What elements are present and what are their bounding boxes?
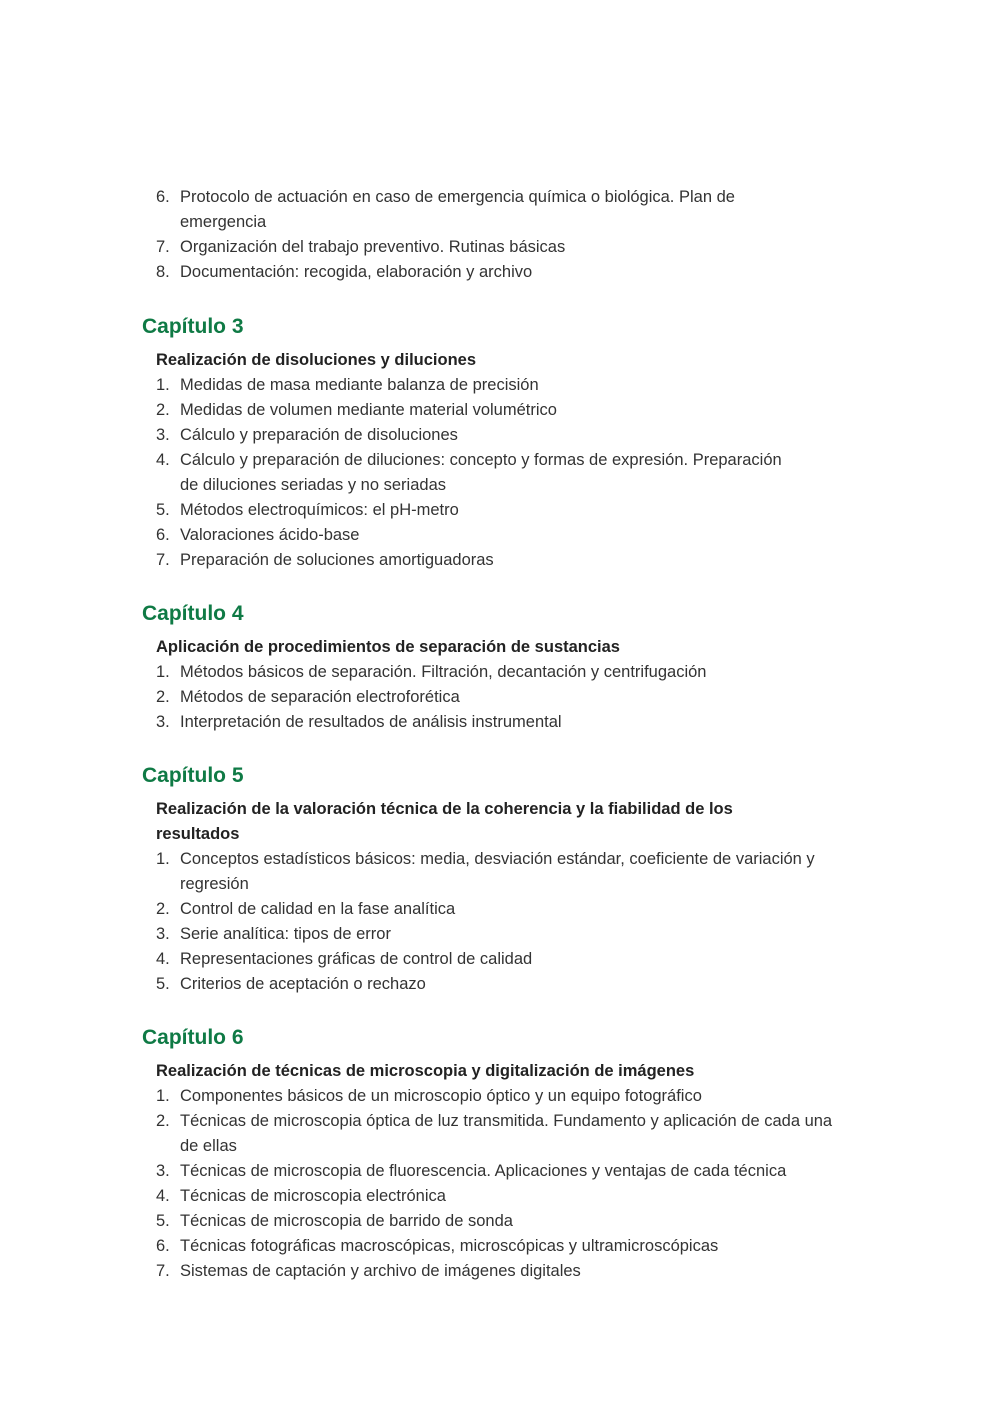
chapter-subtitle: Realización de técnicas de microscopia y digitalización de imágenes: [156, 1062, 695, 1080]
chapter-subtitle: Realización de disoluciones y diluciones: [156, 351, 477, 369]
list-item: [142, 922, 842, 947]
item-text: Técnicas de microscopia de barrido de sonda: [180, 1212, 513, 1230]
item-text: Cálculo y preparación de diluciones: concepto y formas de expresión. Preparación de diluciones seriadas y no seriadas: [180, 451, 782, 494]
list-item: [142, 1159, 840, 1184]
item-text: Interpretación de resultados de análisis instrumental: [180, 713, 562, 731]
item-text: Conceptos estadísticos básicos: media, desviación estándar, coeficiente de variación y regresión: [180, 850, 815, 893]
list-item: [142, 523, 842, 548]
list-item: [142, 710, 842, 735]
item-list: [142, 847, 842, 997]
item-text: Valoraciones ácido-base: [180, 526, 360, 544]
item-text: Métodos básicos de separación. Filtración, decantación y centrifugación: [180, 663, 707, 681]
chapter-3: [142, 314, 842, 573]
chapter-5: [142, 763, 842, 997]
item-number: 6.: [156, 188, 170, 206]
chapter-title: Capítulo 3: [142, 315, 244, 338]
item-number: 6.: [156, 526, 170, 544]
item-number: 1.: [156, 663, 170, 681]
item-text: Control de calidad en la fase analítica: [180, 900, 456, 918]
item-number: 5.: [156, 501, 170, 519]
item-text: Organización del trabajo preventivo. Rutinas básicas: [180, 238, 566, 256]
chapter-6: [142, 1025, 842, 1284]
item-number: 4.: [156, 451, 170, 469]
list-item: [142, 1234, 842, 1259]
list-item: [142, 947, 842, 972]
item-number: 1.: [156, 376, 170, 394]
list-item: [142, 448, 790, 498]
list-item: [142, 423, 842, 448]
item-number: 4.: [156, 950, 170, 968]
list-item: [142, 897, 842, 922]
list-item: [142, 185, 770, 235]
item-number: 4.: [156, 1187, 170, 1205]
chapter-title: Capítulo 6: [142, 1026, 244, 1049]
item-text: Técnicas de microscopia de fluorescencia. Aplicaciones y ventajas de cada técnica: [180, 1162, 787, 1180]
list-item: [142, 235, 842, 260]
item-text: Documentación: recogida, elaboración y archivo: [180, 263, 533, 281]
chapter-title: Capítulo 4: [142, 602, 244, 625]
list-item: [142, 1184, 842, 1209]
item-text: Componentes básicos de un microscopio óptico y un equipo fotográfico: [180, 1087, 702, 1105]
list-item: [142, 1084, 842, 1109]
list-item: [142, 398, 842, 423]
list-item: [142, 373, 842, 398]
item-text: Preparación de soluciones amortiguadoras: [180, 551, 494, 569]
item-text: Serie analítica: tipos de error: [180, 925, 391, 943]
list-item: [142, 660, 842, 685]
item-text: Sistemas de captación y archivo de imágenes digitales: [180, 1262, 581, 1280]
item-text: Medidas de masa mediante balanza de precisión: [180, 376, 539, 394]
item-number: 5.: [156, 975, 170, 993]
item-list: [142, 1084, 842, 1284]
list-item: [142, 1259, 842, 1284]
item-text: Técnicas de microscopia óptica de luz transmitida. Fundamento y aplicación de cada una de ellas: [180, 1112, 833, 1155]
item-number: 8.: [156, 263, 170, 281]
chapter-4: [142, 601, 842, 735]
list-item: [142, 847, 840, 897]
item-text: Medidas de volumen mediante material volumétrico: [180, 401, 557, 419]
item-text: Métodos de separación electroforética: [180, 688, 460, 706]
item-number: 3.: [156, 713, 170, 731]
list-item: [142, 1209, 842, 1234]
item-text: Técnicas de microscopia electrónica: [180, 1187, 446, 1205]
item-number: 3.: [156, 1162, 170, 1180]
item-number: 3.: [156, 925, 170, 943]
item-number: 3.: [156, 426, 170, 444]
item-text: Cálculo y preparación de disoluciones: [180, 426, 458, 444]
item-text: Representaciones gráficas de control de calidad: [180, 950, 533, 968]
item-number: 2.: [156, 1112, 170, 1130]
item-text: Criterios de aceptación o rechazo: [180, 975, 426, 993]
item-number: 7.: [156, 551, 170, 569]
list-item: [142, 1109, 840, 1159]
chapter-subtitle: Realización de la valoración técnica de la coherencia y la fiabilidad de los resultados: [156, 800, 733, 843]
list-item: [142, 972, 842, 997]
list-item: [142, 260, 842, 285]
item-text: Técnicas fotográficas macroscópicas, microscópicas y ultramicroscópicas: [180, 1237, 719, 1255]
item-list: [142, 660, 842, 735]
chapter-subtitle: Aplicación de procedimientos de separación de sustancias: [156, 638, 620, 656]
item-text: Métodos electroquímicos: el pH-metro: [180, 501, 459, 519]
item-number: 5.: [156, 1212, 170, 1230]
item-number: 1.: [156, 1087, 170, 1105]
item-number: 2.: [156, 401, 170, 419]
item-number: 2.: [156, 900, 170, 918]
item-number: 1.: [156, 850, 170, 868]
item-list: [142, 185, 842, 285]
chapter-2-continuation: [142, 185, 842, 285]
item-number: 2.: [156, 688, 170, 706]
item-number: 6.: [156, 1237, 170, 1255]
item-number: 7.: [156, 1262, 170, 1280]
list-item: [142, 685, 842, 710]
item-number: 7.: [156, 238, 170, 256]
list-item: [142, 498, 842, 523]
list-item: [142, 548, 842, 573]
item-list: [142, 373, 842, 573]
chapter-title: Capítulo 5: [142, 764, 244, 787]
item-text: Protocolo de actuación en caso de emergencia química o biológica. Plan de emergencia: [180, 188, 735, 231]
